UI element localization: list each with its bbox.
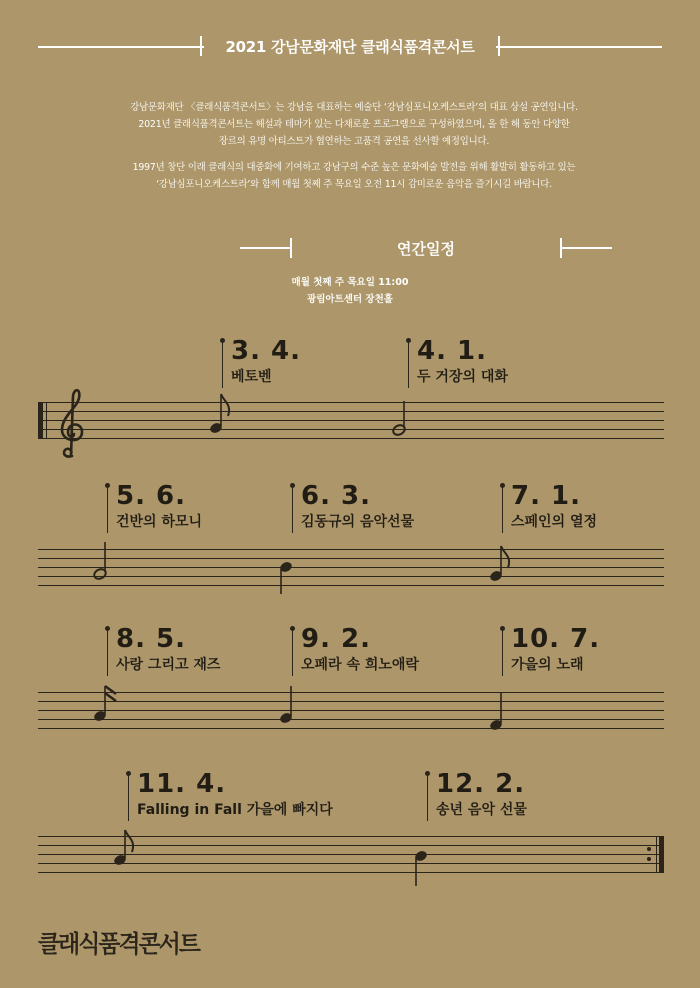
repeat-dot [647, 847, 651, 851]
quarter-note-icon [278, 560, 298, 610]
header-line-right [496, 46, 662, 48]
event-date: 6. 3. [301, 481, 371, 511]
event-date: 9. 2. [301, 624, 371, 654]
end-barline [659, 836, 664, 873]
event-title: 가을의 노래 [511, 657, 584, 673]
intro-text [84, 99, 624, 202]
repeat-dot [647, 857, 651, 861]
event-title: Falling in Fall 가을에 빠지다 [137, 802, 333, 818]
event-title: 김동규의 음악선물 [301, 514, 415, 530]
staff-row-1 [38, 402, 664, 441]
event-date: 11. 4. [137, 769, 227, 799]
page-title: 2021 강남문화재단 클래식품격콘서트 [225, 38, 475, 56]
eighth-note-icon [488, 540, 518, 590]
begin-barline [38, 402, 43, 439]
schedule-info [0, 274, 700, 308]
event-title: 두 거장의 대화 [417, 369, 508, 385]
staff-row-2 [38, 549, 664, 588]
event-title: 사랑 그리고 재즈 [116, 657, 221, 673]
schedule-title-row [240, 237, 612, 259]
schedule-time: 매월 첫째 주 목요일 11:00 [291, 277, 409, 288]
schedule-venue: 광림아트센터 장천홀 [307, 294, 393, 305]
event-title: 오페라 속 희노애락 [301, 657, 419, 673]
staff-row-3 [38, 692, 664, 731]
eighth-note-icon [208, 390, 238, 440]
half-note-icon [92, 540, 112, 590]
event-date: 8. 5. [116, 624, 186, 654]
quarter-note-icon [488, 692, 508, 742]
end-barline-thin [656, 836, 657, 873]
event-date: 4. 1. [417, 336, 487, 366]
treble-clef-icon [54, 386, 90, 460]
schedule-line-right [560, 247, 612, 249]
event-title: 건반의 하모니 [116, 514, 203, 530]
event-date: 12. 2. [436, 769, 526, 799]
quarter-note-icon [413, 848, 433, 898]
intro-line: 장르의 유명 아티스트가 협연하는 고품격 공연을 선사할 예정입니다. [218, 136, 490, 147]
event-title: 베토벤 [231, 369, 272, 385]
event-title: 스페인의 열정 [511, 514, 598, 530]
quarter-note-icon [278, 686, 298, 736]
concert-logo: 클래식품격콘서트 [38, 929, 200, 958]
header-title-row [38, 34, 662, 60]
half-note-icon [391, 395, 411, 463]
intro-line: ‘강남심포니오케스트라’와 함께 매월 첫째 주 목요일 오전 11시 감미로운 음악을 즐기시길 바랍니다. [156, 179, 552, 190]
intro-line: 강남문화재단 〈클래식품격콘서트〉는 강남을 대표하는 예술단 ‘강남심포니오케스트라’의 대표 상설 공연입니다. [130, 102, 578, 113]
event-date: 3. 4. [231, 336, 301, 366]
intro-line: 2021년 클래식품격콘서트는 해설과 테마가 있는 다채로운 프로그램으로 구성하였으며, 올 한 해 동안 다양한 [138, 119, 570, 130]
event-date: 10. 7. [511, 624, 601, 654]
event-date: 7. 1. [511, 481, 581, 511]
sixteenth-note-icon [92, 684, 122, 734]
intro-paragraph-1 [84, 99, 624, 150]
begin-barline-thin [46, 402, 47, 439]
eighth-note-icon [112, 828, 142, 878]
intro-paragraph-2 [84, 159, 624, 193]
intro-line: 1997년 창단 이래 클래식의 대중화에 기여하고 강남구의 수준 높은 문화예술 발전을 위해 활발히 활동하고 있는 [132, 162, 576, 173]
event-title: 송년 음악 선물 [436, 802, 527, 818]
schedule-title: 연간일정 [397, 240, 455, 258]
event-date: 5. 6. [116, 481, 186, 511]
